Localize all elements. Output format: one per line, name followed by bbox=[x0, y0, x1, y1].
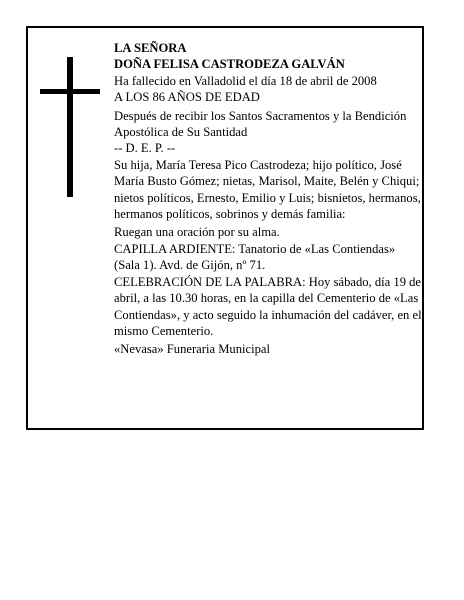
rip: -- D. E. P. -- bbox=[114, 141, 176, 156]
deceased-name: DOÑA FELISA CASTRODEZA GALVÁN bbox=[114, 57, 345, 72]
funeral-home: «Nevasa» Funeraria Municipal bbox=[114, 342, 270, 357]
honorific: LA SEÑORA bbox=[114, 41, 187, 55]
age-statement: A LOS 86 AÑOS DE EDAD bbox=[114, 90, 260, 105]
family-list: Su hija, María Teresa Pico Castrodeza; hijo político, José María Busto Gómez; nietas, Marisol, Maite, Belén y Chiqui; nietos políticos, Ernesto, Emilio y Luis; bisnietos, hermanos, hermanos políticos, sobrinos y demás familia: bbox=[114, 157, 421, 222]
death-statement: Ha fallecido en Valladolid el día 18 de abril de 2008 bbox=[114, 73, 377, 88]
cross-icon bbox=[40, 57, 100, 197]
prayer-request: Ruegan una oración por su alma. bbox=[114, 225, 280, 240]
sacraments-statement: Después de recibir los Santos Sacramentos y la Bendición Apostólica de Su Santidad bbox=[114, 108, 407, 140]
obituary-text bbox=[114, 40, 422, 358]
chapel-info: CAPILLA ARDIENTE: Tanatorio de «Las Contiendas» (Sala 1). Avd. de Gijón, nº 71. bbox=[114, 241, 396, 273]
obituary-notice bbox=[26, 26, 424, 430]
ceremony-info: CELEBRACIÓN DE LA PALABRA: Hoy sábado, día 19 de abril, a las 10.30 horas, en la capilla del Cementerio de «Las Contiendas», y acto seguido la inhumación del cadáver, en el mismo Cementerio. bbox=[114, 274, 422, 338]
